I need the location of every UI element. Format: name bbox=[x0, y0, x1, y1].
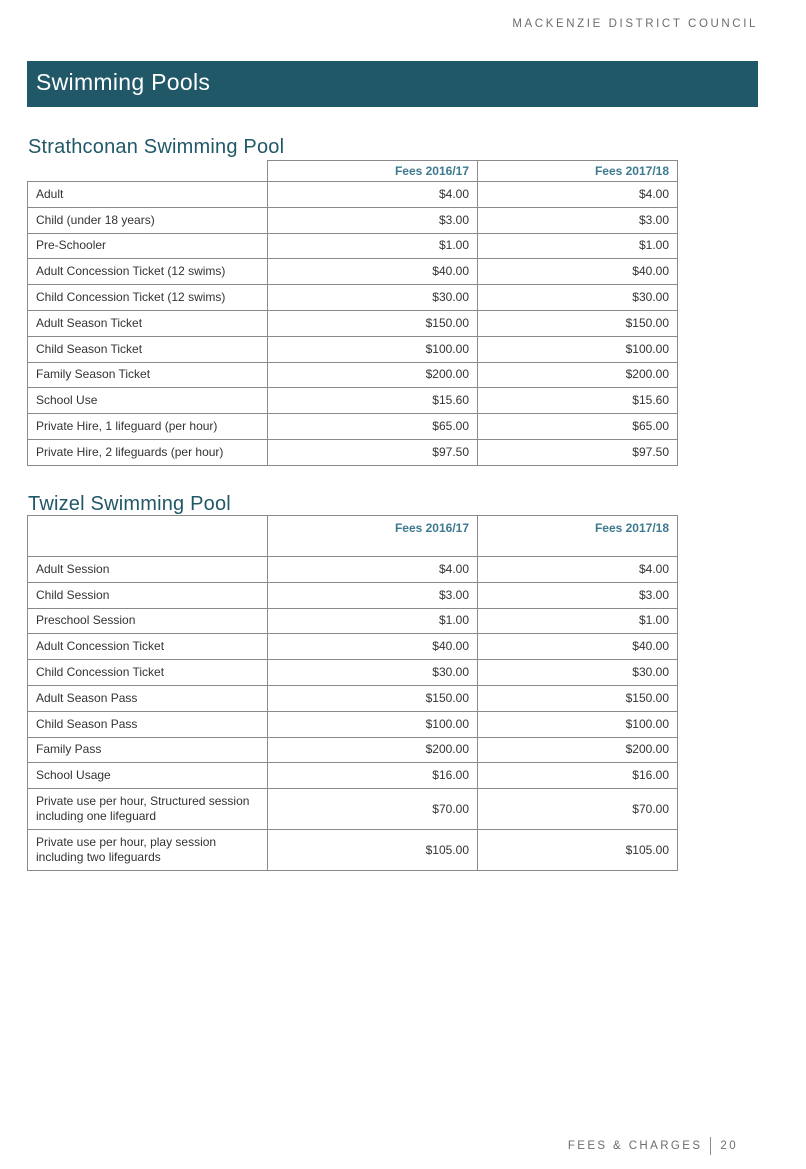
table-row bbox=[28, 259, 678, 285]
fee-2017: $4.00 bbox=[478, 182, 678, 208]
table-row bbox=[28, 830, 678, 871]
fee-2017: $1.00 bbox=[478, 608, 678, 634]
table-row bbox=[28, 557, 678, 583]
table-row bbox=[28, 439, 678, 465]
table-header-row bbox=[28, 161, 678, 182]
fee-item: Pre-Schooler bbox=[28, 233, 268, 259]
fee-2016: $105.00 bbox=[268, 830, 478, 871]
fee-2017: $40.00 bbox=[478, 259, 678, 285]
column-header-blank bbox=[28, 516, 268, 557]
fee-2016: $3.00 bbox=[268, 582, 478, 608]
council-name: MACKENZIE DISTRICT COUNCIL bbox=[512, 18, 758, 30]
fee-item: Private Hire, 1 lifeguard (per hour) bbox=[28, 414, 268, 440]
table-row bbox=[28, 207, 678, 233]
fee-2016: $4.00 bbox=[268, 182, 478, 208]
fee-2017: $200.00 bbox=[478, 362, 678, 388]
fee-2016: $150.00 bbox=[268, 310, 478, 336]
fee-2017: $4.00 bbox=[478, 557, 678, 583]
fee-item: Private use per hour, play session including two lifeguards bbox=[28, 830, 268, 871]
fee-2017: $30.00 bbox=[478, 285, 678, 311]
fee-item: Adult Season Ticket bbox=[28, 310, 268, 336]
column-header-2016: Fees 2016/17 bbox=[268, 516, 478, 557]
table-row bbox=[28, 336, 678, 362]
fee-item: Child Season Ticket bbox=[28, 336, 268, 362]
table-row bbox=[28, 711, 678, 737]
table-row bbox=[28, 582, 678, 608]
fee-2017: $100.00 bbox=[478, 711, 678, 737]
column-header-2016: Fees 2016/17 bbox=[268, 161, 478, 182]
fee-2016: $40.00 bbox=[268, 259, 478, 285]
fee-2017: $40.00 bbox=[478, 634, 678, 660]
fee-2016: $40.00 bbox=[268, 634, 478, 660]
fee-item: School Usage bbox=[28, 763, 268, 789]
table-header-row bbox=[28, 516, 678, 557]
fee-item: Preschool Session bbox=[28, 608, 268, 634]
fee-2016: $97.50 bbox=[268, 439, 478, 465]
fee-2017: $1.00 bbox=[478, 233, 678, 259]
fee-2017: $105.00 bbox=[478, 830, 678, 871]
fee-2016: $100.00 bbox=[268, 711, 478, 737]
strathconan-fees-table bbox=[27, 160, 678, 466]
fee-2016: $200.00 bbox=[268, 362, 478, 388]
fee-item: Family Season Ticket bbox=[28, 362, 268, 388]
fee-2017: $100.00 bbox=[478, 336, 678, 362]
column-header-blank bbox=[28, 161, 268, 182]
fee-2016: $1.00 bbox=[268, 608, 478, 634]
fee-item: Child Season Pass bbox=[28, 711, 268, 737]
fee-2017: $200.00 bbox=[478, 737, 678, 763]
fee-2016: $3.00 bbox=[268, 207, 478, 233]
fee-2017: $97.50 bbox=[478, 439, 678, 465]
twizel-title: Twizel Swimming Pool bbox=[28, 493, 231, 515]
fee-item: Adult Concession Ticket bbox=[28, 634, 268, 660]
fee-item: Private use per hour, Structured session including one lifeguard bbox=[28, 789, 268, 830]
fee-2016: $16.00 bbox=[268, 763, 478, 789]
fee-2016: $100.00 bbox=[268, 336, 478, 362]
fee-2016: $4.00 bbox=[268, 557, 478, 583]
fee-2016: $1.00 bbox=[268, 233, 478, 259]
fee-2016: $65.00 bbox=[268, 414, 478, 440]
table-row bbox=[28, 660, 678, 686]
fee-2016: $70.00 bbox=[268, 789, 478, 830]
fee-item: Child (under 18 years) bbox=[28, 207, 268, 233]
fee-2016: $30.00 bbox=[268, 660, 478, 686]
column-header-2017: Fees 2017/18 bbox=[478, 161, 678, 182]
fee-2017: $65.00 bbox=[478, 414, 678, 440]
fee-item: Child Concession Ticket bbox=[28, 660, 268, 686]
fee-item: School Use bbox=[28, 388, 268, 414]
fee-2017: $70.00 bbox=[478, 789, 678, 830]
fee-item: Adult Session bbox=[28, 557, 268, 583]
table-row bbox=[28, 685, 678, 711]
table-row bbox=[28, 310, 678, 336]
fee-item: Adult Season Pass bbox=[28, 685, 268, 711]
table-row bbox=[28, 414, 678, 440]
table-row bbox=[28, 737, 678, 763]
fee-item: Child Concession Ticket (12 swims) bbox=[28, 285, 268, 311]
page-footer bbox=[568, 1137, 738, 1155]
page-number: 20 bbox=[720, 1140, 738, 1153]
table-row bbox=[28, 608, 678, 634]
fee-2017: $30.00 bbox=[478, 660, 678, 686]
fee-item: Child Session bbox=[28, 582, 268, 608]
fee-2016: $200.00 bbox=[268, 737, 478, 763]
table-row bbox=[28, 233, 678, 259]
fee-2016: $30.00 bbox=[268, 285, 478, 311]
fee-2016: $15.60 bbox=[268, 388, 478, 414]
strathconan-title: Strathconan Swimming Pool bbox=[28, 136, 285, 158]
fee-item: Adult bbox=[28, 182, 268, 208]
column-header-2017: Fees 2017/18 bbox=[478, 516, 678, 557]
table-row bbox=[28, 182, 678, 208]
table-row bbox=[28, 362, 678, 388]
table-row bbox=[28, 285, 678, 311]
table-row bbox=[28, 388, 678, 414]
table-row bbox=[28, 789, 678, 830]
fee-2016: $150.00 bbox=[268, 685, 478, 711]
fee-item: Private Hire, 2 lifeguards (per hour) bbox=[28, 439, 268, 465]
fee-2017: $3.00 bbox=[478, 582, 678, 608]
fee-item: Family Pass bbox=[28, 737, 268, 763]
table-row bbox=[28, 634, 678, 660]
table-row bbox=[28, 763, 678, 789]
fee-2017: $150.00 bbox=[478, 685, 678, 711]
twizel-fees-table bbox=[27, 515, 678, 871]
fee-2017: $150.00 bbox=[478, 310, 678, 336]
footer-divider bbox=[710, 1137, 711, 1155]
fee-item: Adult Concession Ticket (12 swims) bbox=[28, 259, 268, 285]
banner-title: Swimming Pools bbox=[36, 69, 211, 95]
fee-2017: $16.00 bbox=[478, 763, 678, 789]
section-banner bbox=[27, 61, 758, 107]
fee-2017: $3.00 bbox=[478, 207, 678, 233]
fee-2017: $15.60 bbox=[478, 388, 678, 414]
footer-label: FEES & CHARGES bbox=[567, 1140, 703, 1153]
